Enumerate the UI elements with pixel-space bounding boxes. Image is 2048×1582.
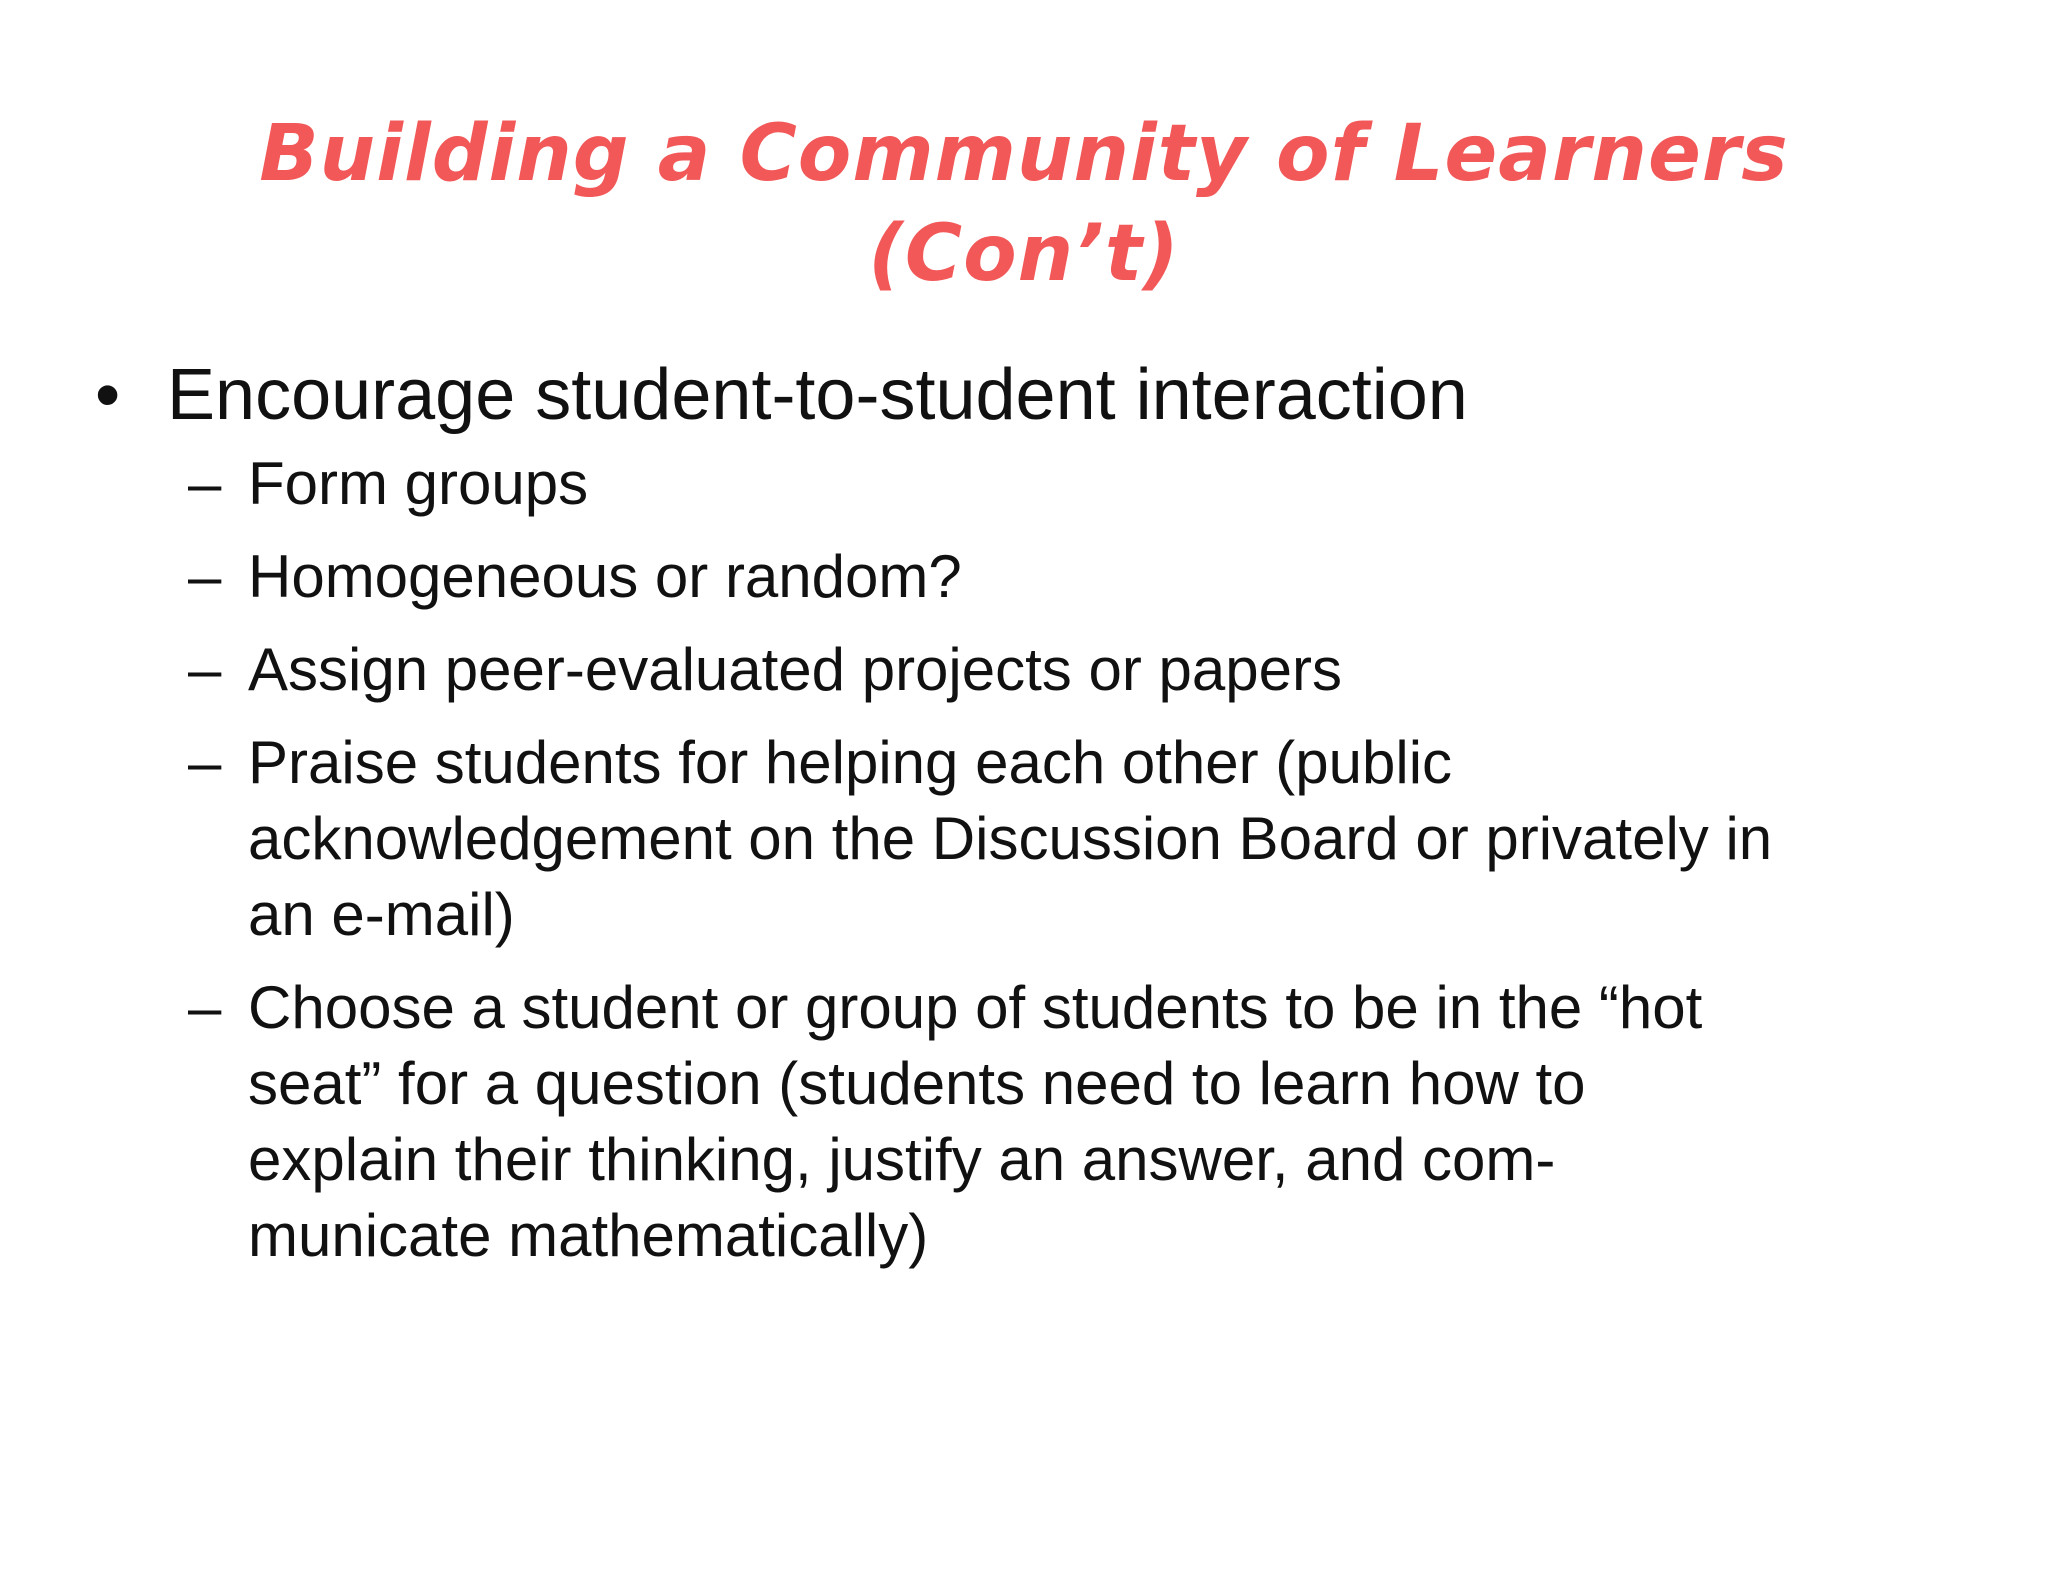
dash-icon: – (188, 543, 222, 610)
sub-item-line: Form groups (248, 450, 589, 517)
sub-item-line: municate mathematically) (248, 1202, 929, 1269)
sub-item-line: Assign peer-evaluated projects or papers (248, 636, 1342, 703)
title-line-1: Building a Community of Learners (259, 109, 1789, 199)
sub-item-homogeneous (188, 539, 1995, 615)
sub-item-hot-seat (188, 970, 1995, 1274)
sub-item-line: Choose a student or group of students to be in the “hot (248, 974, 1703, 1041)
sub-item-line: Praise students for helping each other (public (248, 729, 1453, 796)
dash-icon: – (188, 450, 222, 517)
sub-item-line: seat” for a question (students need to learn how to (248, 1050, 1586, 1117)
sub-item-line: acknowledgement on the Discussion Board or privately in (248, 805, 1773, 872)
sub-item-assign-projects (188, 632, 1995, 708)
dash-icon: – (188, 729, 222, 796)
bullet-dot-icon: • (95, 355, 121, 435)
slide-title (0, 104, 2048, 304)
main-bullet-text: Encourage student-to-student interaction (167, 355, 1468, 435)
dash-icon: – (188, 974, 222, 1041)
dash-icon: – (188, 636, 222, 703)
sub-item-praise-students (188, 725, 1995, 953)
sub-item-form-groups (188, 446, 1995, 522)
sub-item-line: an e-mail) (248, 881, 515, 948)
sub-item-line: explain their thinking, justify an answer, and com- (248, 1126, 1556, 1193)
sub-item-line: Homogeneous or random? (248, 543, 962, 610)
main-bullet (95, 350, 1995, 440)
title-line-2: (Con’t) (868, 209, 1180, 299)
slide-content (95, 350, 1995, 1291)
